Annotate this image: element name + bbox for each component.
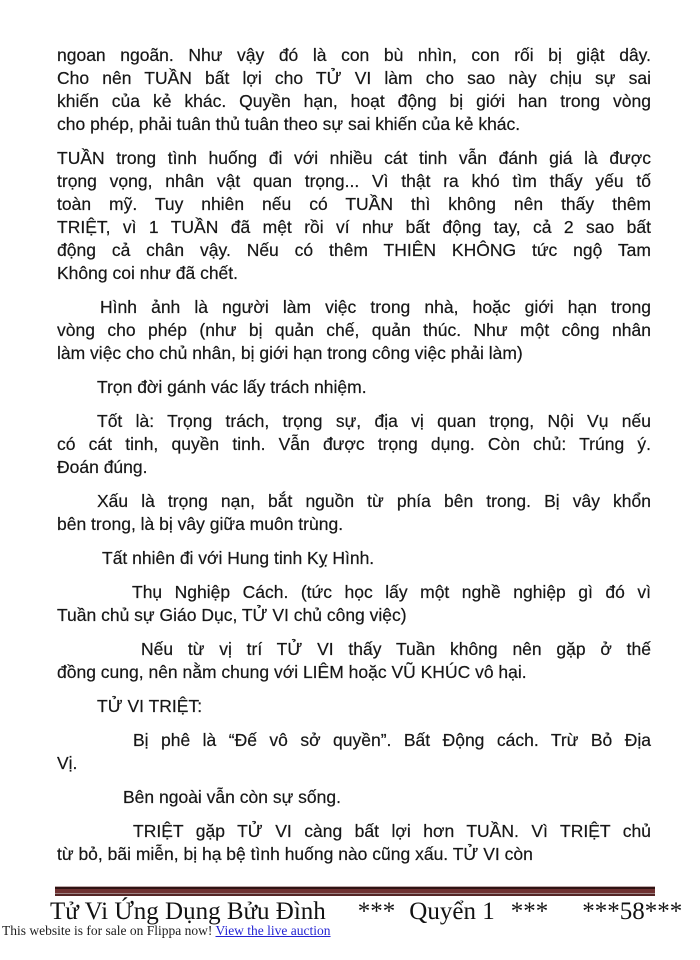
paragraph-13 [57,820,651,866]
paragraph-1-line-2: Cho nên TUẦN bất lợi cho TỬ VI làm cho sao này chịu sự sai [57,68,651,88]
paragraph-2-line-4: TRIỆT, vì 1 TUẦN đã mệt rồi ví như bất động tay, cả 2 sao bất [57,217,651,237]
paragraph-10 [57,695,651,718]
paragraph-1 [57,44,651,136]
paragraph-5 [57,410,651,479]
paragraph-1-line-1: ngoan ngoãn. Như vậy đó là con bù nhìn, con rối bị giật dây. [57,45,651,65]
paragraph-3-line-2: vòng cho phép (như bị quản chế, quản thúc. Như một công nhân [57,320,651,340]
footer-separator: *** [510,898,549,925]
paragraph-2-line-5: động cả chân vậy. Nếu có thêm THIÊN KHÔNG tức ngộ Tam [57,240,651,260]
paragraph-3 [57,296,651,365]
paragraph-8-line-2: Tuần chủ sự Giáo Dục, TỬ VI chủ công việc) [57,605,407,625]
paragraph-2 [57,147,651,285]
paragraph-6 [57,490,651,536]
document-content [57,44,651,877]
paragraph-5-line-3: Đoán đúng. [57,457,148,477]
paragraph-9-line-1: Nếu từ vị trí TỬ VI thấy Tuần không nên gặp ở thế [141,639,651,659]
flippa-ad-bar [2,923,331,939]
paragraph-13-line-1: TRIỆT gặp TỬ VI càng bất lợi hơn TUẦN. Vì TRIỆT chủ [133,821,651,841]
paragraph-13-line-2: từ bỏ, bãi miễn, bị hạ bệ tình huống nào cũng xấu. TỬ VI còn [57,844,533,864]
paragraph-2-line-3: toàn mỹ. Tuy nhiên nếu có TUẦN thì không nên thấy thêm [57,194,651,214]
paragraph-6-line-2: bên trong, là bị vây giữa muôn trùng. [57,514,344,534]
paragraph-2-line-2: trọng vọng, nhân vật quan trọng... Vì thật ra khó tìm thấy yếu tố [57,171,651,191]
footer-divider-rule [55,886,655,896]
paragraph-9-line-2: đồng cung, nên nằm chung với LIÊM hoặc VŨ KHÚC vô hại. [57,662,527,682]
ad-live-auction-link[interactable]: View the live auction [215,923,331,938]
paragraph-11-line-2: Vị. [57,753,78,773]
paragraph-7-line-1: Tất nhiên đi với Hung tinh Kỵ Hình. [102,548,375,568]
page-footer [50,898,683,926]
footer-book-title: Tử Vi Ứng Dụng Bửu Đình [50,898,326,925]
paragraph-10-line-1: TỬ VI TRIỆT: [97,696,203,716]
paragraph-2-line-1: TUẦN trong tình huống đi với nhiều cát tinh vẫn đánh giá là được [57,148,651,168]
paragraph-4 [57,376,651,399]
paragraph-12 [57,786,651,809]
paragraph-8-line-1: Thụ Nghiệp Cách. (tức học lấy một nghề nghiệp gì đó vì [132,582,651,602]
paragraph-3-line-3: làm việc cho chủ nhân, bị giới hạn trong công việc phải làm) [57,343,523,363]
footer-separator: *** [357,898,396,925]
paragraph-1-line-3: khiến của kẻ khác. Quyền hạn, hoạt động bị giới han trong vòng [57,91,651,111]
paragraph-5-line-2: có cát tinh, quyền tinh. Vẫn được trọng dụng. Còn chủ: Trúng ý. [57,434,651,454]
paragraph-6-line-1: Xấu là trọng nạn, bắt nguồn từ phía bên trong. Bị vây khổn [97,491,651,511]
paragraph-7 [57,547,651,570]
paragraph-4-line-1: Trọn đời gánh vác lấy trách nhiệm. [97,377,367,397]
paragraph-2-line-6: Không coi như đã chết. [57,263,239,283]
paragraph-11 [57,729,651,775]
footer-volume: Quyển 1 [409,898,495,925]
paragraph-11-line-1: Bị phê là “Đế vô sở quyền”. Bất Động cách. Trừ Bỏ Địa [133,730,651,750]
paragraph-9 [57,638,651,684]
paragraph-8 [57,581,651,627]
paragraph-12-line-1: Bên ngoài vẫn còn sự sống. [123,787,341,807]
paragraph-3-line-1: Hình ảnh là người làm việc trong nhà, hoặc giới hạn trong [100,297,651,317]
paragraph-5-line-1: Tốt là: Trọng trách, trọng sự, địa vị quan trọng, Nội Vụ nếu [97,411,651,431]
ad-text: This website is for sale on Flippa now! [2,923,213,938]
footer-page-number: ***58*** [582,898,683,925]
paragraph-1-line-4: cho phép, phải tuân thủ tuân theo sự sai khiến của kẻ khác. [57,114,521,134]
